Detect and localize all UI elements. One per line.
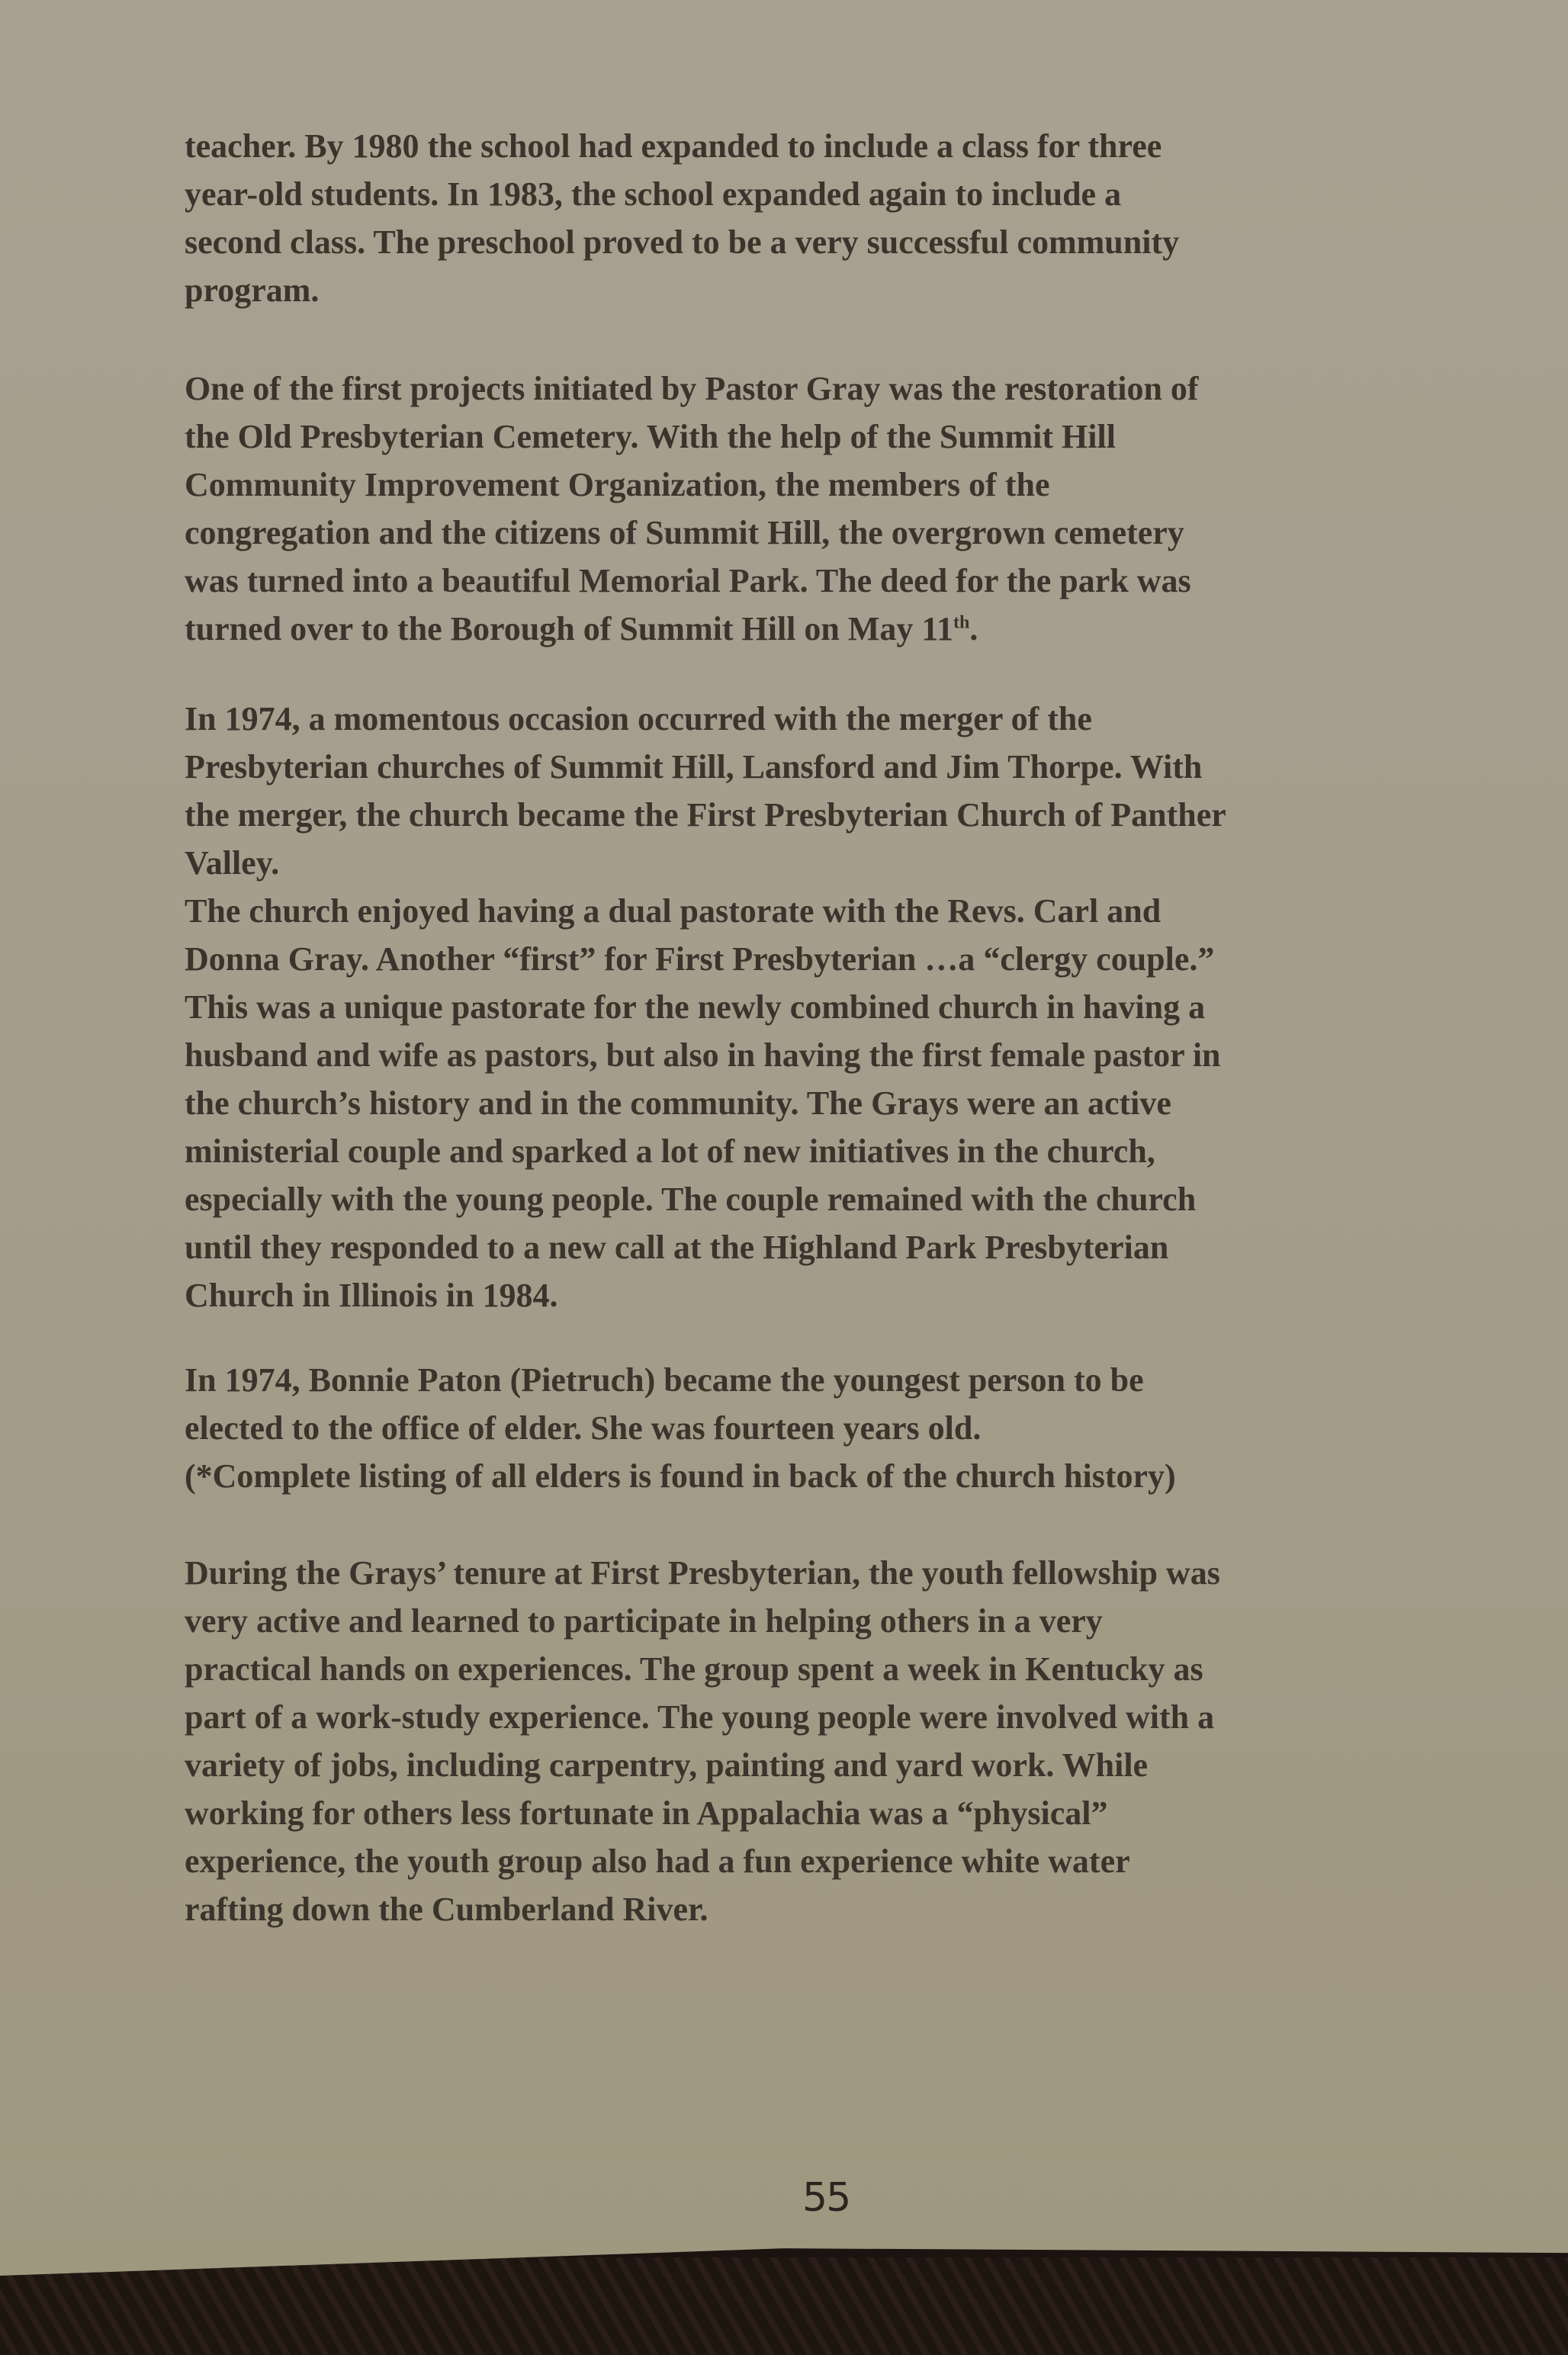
text-line: was turned into a beautiful Memorial Park. The deed for the park was bbox=[185, 562, 1191, 599]
text-line: husband and wife as pastors, but also in having the first female pastor in bbox=[185, 1036, 1221, 1074]
text-line: experience, the youth group also had a fun experience white water bbox=[185, 1843, 1130, 1880]
text-line: ministerial couple and sparked a lot of new initiatives in the church, bbox=[185, 1133, 1155, 1170]
text-line: the church’s history and in the community. The Grays were an active bbox=[185, 1084, 1171, 1122]
paragraph-preschool bbox=[185, 122, 1179, 314]
text-segment: turned over to the Borough of Summit Hill on May 11 bbox=[185, 610, 953, 647]
paragraph-youngest-elder bbox=[185, 1356, 1176, 1500]
text-line: second class. The preschool proved to be a very successful community bbox=[185, 223, 1180, 261]
text-line: Donna Gray. Another “first” for First Presbyterian …a “clergy couple.” bbox=[185, 940, 1215, 978]
text-line: program. bbox=[185, 271, 320, 309]
text-line: part of a work-study experience. The young people were involved with a bbox=[185, 1698, 1215, 1736]
text-segment: . bbox=[969, 610, 978, 647]
text-line bbox=[185, 605, 1199, 653]
text-line: practical hands on experiences. The group spent a week in Kentucky as bbox=[185, 1650, 1203, 1688]
text-line: rafting down the Cumberland River. bbox=[185, 1891, 708, 1928]
text-line: working for others less fortunate in Appalachia was a “physical” bbox=[185, 1794, 1108, 1832]
text-line: In 1974, a momentous occasion occurred with the merger of the bbox=[185, 700, 1092, 737]
text-line: Presbyterian churches of Summit Hill, Lansford and Jim Thorpe. With bbox=[185, 748, 1203, 786]
text-line: teacher. By 1980 the school had expanded to include a class for three bbox=[185, 127, 1162, 165]
text-line: In 1974, Bonnie Paton (Pietruch) became the youngest person to be bbox=[185, 1361, 1144, 1399]
text-line: One of the first projects initiated by Pastor Gray was the restoration of bbox=[185, 370, 1199, 407]
text-line: the merger, the church became the First Presbyterian Church of Panther bbox=[185, 796, 1226, 834]
text-line: especially with the young people. The couple remained with the church bbox=[185, 1181, 1197, 1218]
text-line: Community Improvement Organization, the members of the bbox=[185, 466, 1050, 503]
text-line: Church in Illinois in 1984. bbox=[185, 1277, 558, 1314]
text-line: until they responded to a new call at the Highland Park Presbyterian bbox=[185, 1229, 1169, 1266]
text-line: congregation and the citizens of Summit Hill, the overgrown cemetery bbox=[185, 514, 1184, 551]
ordinal-suffix: th bbox=[953, 612, 970, 633]
text-line: year-old students. In 1983, the school expanded again to include a bbox=[185, 175, 1122, 213]
text-line: elected to the office of elder. She was fourteen years old. bbox=[185, 1409, 982, 1447]
page-number: 55 bbox=[802, 2175, 850, 2221]
paragraph-cemetery bbox=[185, 365, 1199, 653]
text-line: very active and learned to participate in helping others in a very bbox=[185, 1602, 1103, 1640]
text-line: (*Complete listing of all elders is found in back of the church history) bbox=[185, 1457, 1176, 1495]
text-line: Valley. bbox=[185, 844, 280, 882]
text-line: The church enjoyed having a dual pastorate with the Revs. Carl and bbox=[185, 892, 1162, 930]
text-line: During the Grays’ tenure at First Presbyterian, the youth fellowship was bbox=[185, 1554, 1220, 1592]
table-surface bbox=[0, 2257, 1568, 2355]
text-line: variety of jobs, including carpentry, painting and yard work. While bbox=[185, 1746, 1149, 1784]
paragraph-youth-fellowship bbox=[185, 1549, 1220, 1933]
text-line: This was a unique pastorate for the newly combined church in having a bbox=[185, 988, 1206, 1026]
paragraph-merger bbox=[185, 695, 1226, 1319]
text-line: the Old Presbyterian Cemetery. With the help of the Summit Hill bbox=[185, 418, 1116, 455]
